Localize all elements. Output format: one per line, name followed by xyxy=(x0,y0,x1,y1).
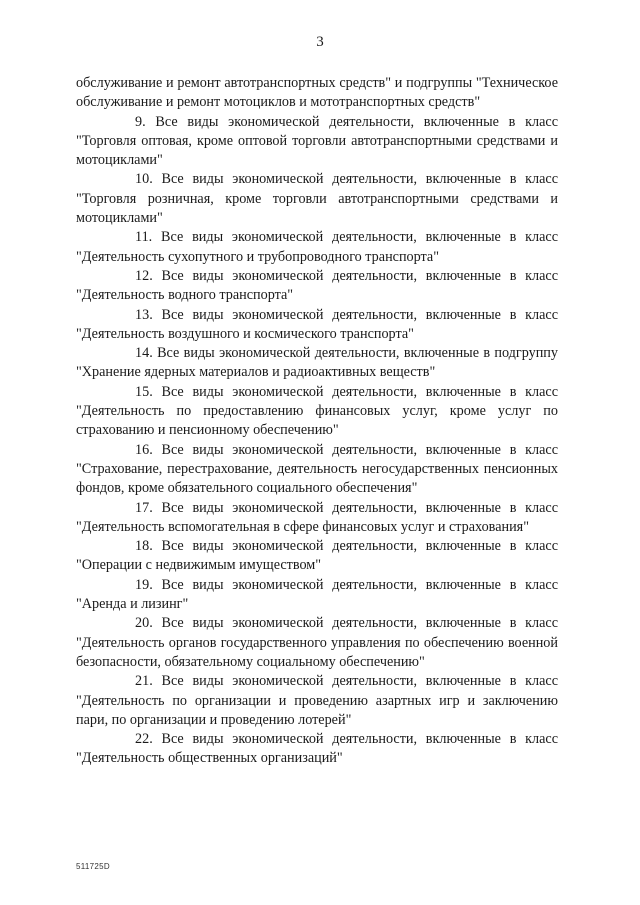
list-item: 22. Все виды экономической деятельности, включенные в класс "Деятельность общественных организаций" xyxy=(76,731,558,767)
list-item: 15. Все виды экономической деятельности, включенные в класс "Деятельность по предоставлению финансовых услуг, кроме услуг по страхованию и пенсионному обеспечению" xyxy=(76,383,558,439)
list-item: 14. Все виды экономической деятельности, включенные в подгруппу "Хранение ядерных материалов и радиоактивных веществ" xyxy=(76,345,558,381)
list-item: 19. Все виды экономической деятельности, включенные в класс "Аренда и лизинг" xyxy=(76,576,558,613)
document-code: 511725D xyxy=(76,862,110,871)
list-item: 11. Все виды экономической деятельности, включенные в класс "Деятельность сухопутного и трубопроводного транспорта" xyxy=(76,229,558,265)
list-item: 17. Все виды экономической деятельности, включенные в класс "Деятельность вспомогательная в сфере финансовых услуг и страхования" xyxy=(76,499,558,535)
list-item: 21. Все виды экономической деятельности, включенные в класс "Деятельность по организации и проведению азартных игр и заключению пари, по организации и проведению лотерей" xyxy=(76,673,558,728)
list-item: 16. Все виды экономической деятельности, включенные в класс "Страхование, перестрахование, деятельность негосударственных пенсионных фондов, кроме обязательного социального обеспечения" xyxy=(76,441,558,497)
document-body xyxy=(76,74,558,769)
list-item: 20. Все виды экономической деятельности, включенные в класс "Деятельность органов государственного управления по обеспечению военной безопасности, обязательному социальному обеспечению" xyxy=(76,615,558,670)
page-number: 3 xyxy=(316,34,324,50)
list-item: 18. Все виды экономической деятельности, включенные в класс "Операции с недвижимым имуществом" xyxy=(76,538,558,574)
list-item: 10. Все виды экономической деятельности, включенные в класс "Торговля розничная, кроме торговли автотранспортными средствами и мотоциклами" xyxy=(76,171,558,227)
intro-paragraph: обслуживание и ремонт автотранспортных средств" и подгруппы "Техническое обслуживание и ремонт мотоциклов и мототранспортных средств" xyxy=(76,75,558,111)
list-item: 12. Все виды экономической деятельности, включенные в класс "Деятельность водного транспорта" xyxy=(76,267,558,304)
list-item: 13. Все виды экономической деятельности, включенные в класс "Деятельность воздушного и космического транспорта" xyxy=(76,306,558,342)
list-item: 9. Все виды экономической деятельности, включенные в класс "Торговля оптовая, кроме оптовой торговли автотранспортными средствами и мотоциклами" xyxy=(76,113,558,169)
